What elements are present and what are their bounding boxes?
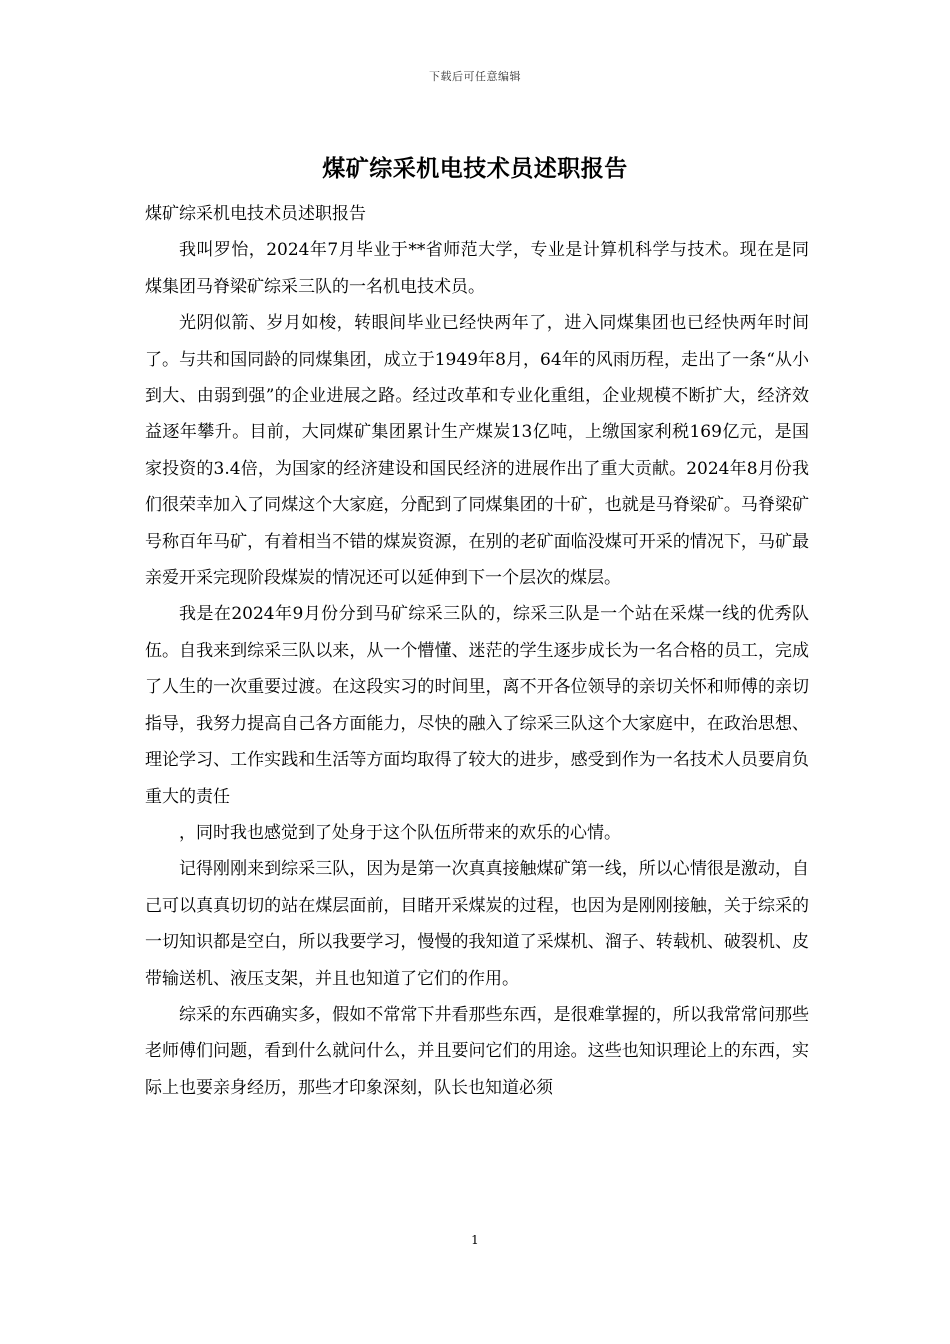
body-paragraph: 记得刚刚来到综采三队，因为是第一次真真接触煤矿第一线，所以心情很是激动，自己可以真真切切的站在煤层面前，目睹开采煤炭的过程，也因为是刚刚接触，关于综采的一切知识都是空白，所以我要学习，慢慢的我知道了采煤机、溜子、转载机、破裂机、皮带输送机、液压支架，并且也知道了它们的作用。 bbox=[145, 859, 809, 989]
body-paragraph: 综采的东西确实多，假如不常常下井看那些东西，是很难掌握的，所以我常常问那些老师傅们问题，看到什么就问什么，并且要问它们的用途。这些也知识理论上的东西，实际上也要亲身经历，那些才印象深刻，队长也知道必须 bbox=[145, 1004, 809, 1098]
subtitle-paragraph: 煤矿综采机电技术员述职报告 bbox=[145, 204, 366, 224]
body-paragraph: 我叫罗怡，2024年7月毕业于**省师范大学，专业是计算机科学与技术。现在是同煤集团马脊梁矿综采三队的一名机电技术员。 bbox=[145, 240, 809, 297]
body-paragraph: 光阴似箭、岁月如梭，转眼间毕业已经快两年了，进入同煤集团也已经快两年时间了。与共和国同龄的同煤集团，成立于1949年8月，64年的风雨历程，走出了一条“从小到大、由弱到强”的企业进展之路。经过改革和专业化重组，企业规模不断扩大，经济效益逐年攀升。目前，大同煤矿集团累计生产煤炭13亿吨，上缴国家利税169亿元，是国家投资的3.4倍，为国家的经济建设和国民经济的进展作出了重大贡献。2024年8月份我们很荣幸加入了同煤这个大家庭，分配到了同煤集团的十矿，也就是马脊梁矿。马脊梁矿号称百年马矿，有着相当不错的煤炭资源，在别的老矿面临没煤可开采的情况下，马矿最亲爱开采完现阶段煤炭的情况还可以延伸到下一个层次的煤层。 bbox=[145, 313, 809, 589]
body-paragraph: 我是在2024年9月份分到马矿综采三队的，综采三队是一个站在采煤一线的优秀队伍。自我来到综采三队以来，从一个懵懂、迷茫的学生逐步成长为一名合格的员工，完成了人生的一次重要过渡。在这段实习的时间里，离不开各位领导的亲切关怀和师傅的亲切指导，我努力提高自己各方面能力，尽快的融入了综采三队这个大家庭中，在政治思想、理论学习、工作实践和生活等方面均取得了较大的进步，感受到作为一名技术人员要肩负重大的责任 bbox=[145, 604, 809, 807]
page-number: 1 bbox=[471, 1233, 479, 1247]
document-title: 煤矿综采机电技术员述职报告 bbox=[322, 155, 628, 182]
body-paragraph: ，同时我也感觉到了处身于这个队伍所带来的欢乐的心情。 bbox=[179, 822, 621, 843]
document-body bbox=[145, 196, 809, 1106]
header-note: 下载后可任意编辑 bbox=[429, 70, 521, 83]
